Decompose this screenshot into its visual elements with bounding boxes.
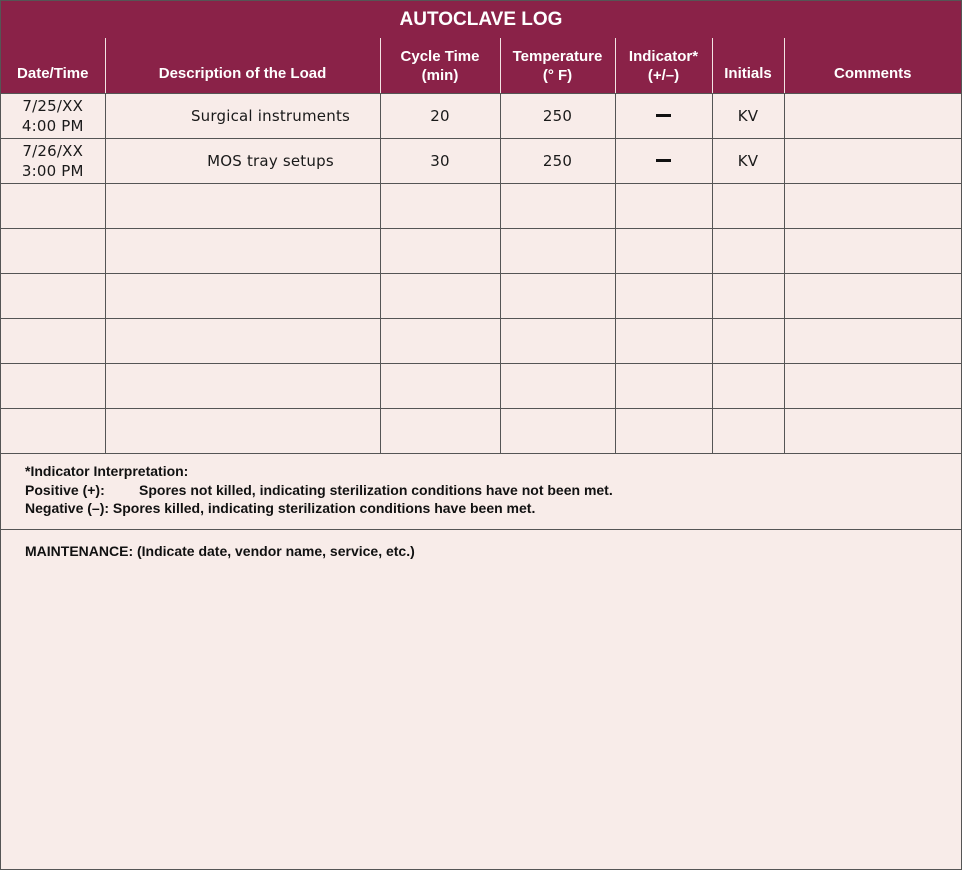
load-description: MOS tray setups <box>207 151 334 170</box>
empty-cell[interactable] <box>712 364 784 409</box>
temperature-cell[interactable] <box>500 94 615 139</box>
entry-date: 7/26/XX <box>22 142 84 160</box>
empty-table-row <box>1 319 961 364</box>
entry-time: 3:00 PM <box>21 162 84 180</box>
column-header-initials <box>712 38 784 94</box>
empty-cell[interactable] <box>500 364 615 409</box>
empty-cell[interactable] <box>105 274 380 319</box>
empty-cell[interactable] <box>1 364 105 409</box>
date-time-cell[interactable] <box>1 94 105 139</box>
positive-label: Positive (+): <box>25 481 105 498</box>
column-header-indicator-line1: Indicator* <box>628 47 699 65</box>
empty-cell[interactable] <box>1 229 105 274</box>
empty-cell[interactable] <box>105 409 380 454</box>
column-header-date-time <box>1 38 105 94</box>
column-header-initials-label: Initials <box>724 65 772 82</box>
temperature-value: 250 <box>542 151 573 170</box>
empty-table-row <box>1 274 961 319</box>
empty-cell[interactable] <box>380 229 500 274</box>
positive-text: Spores not killed, indicating sterilization conditions have not been met. <box>139 481 613 498</box>
column-header-indicator <box>615 38 712 94</box>
column-header-cycle-time-line1: Cycle Time <box>400 47 480 65</box>
empty-cell[interactable] <box>615 184 712 229</box>
column-header-comments-label: Comments <box>833 65 912 82</box>
comments-cell[interactable] <box>784 94 961 139</box>
empty-cell[interactable] <box>500 229 615 274</box>
negative-label: Negative (–): <box>25 500 110 516</box>
empty-cell[interactable] <box>712 274 784 319</box>
form-title: AUTOCLAVE LOG <box>1 1 961 39</box>
empty-cell[interactable] <box>1 319 105 364</box>
description-cell[interactable] <box>105 139 380 184</box>
load-description: Surgical instruments <box>190 106 351 125</box>
empty-cell[interactable] <box>500 409 615 454</box>
empty-cell[interactable] <box>500 184 615 229</box>
indicator-cell[interactable] <box>615 139 712 184</box>
comments-cell[interactable] <box>784 139 961 184</box>
entry-date: 7/25/XX <box>22 97 84 115</box>
column-header-cycle-time <box>380 38 500 94</box>
temperature-cell[interactable] <box>500 139 615 184</box>
cycle-time-value: 20 <box>430 106 450 125</box>
column-header-temperature-line2: (° F) <box>542 66 573 84</box>
column-header-description <box>105 38 380 94</box>
cycle-time-cell[interactable] <box>380 94 500 139</box>
entry-time: 4:00 PM <box>21 117 84 135</box>
empty-cell[interactable] <box>784 274 961 319</box>
cycle-time-cell[interactable] <box>380 139 500 184</box>
empty-cell[interactable] <box>712 229 784 274</box>
empty-cell[interactable] <box>615 409 712 454</box>
empty-cell[interactable] <box>380 184 500 229</box>
empty-cell[interactable] <box>380 364 500 409</box>
empty-table-row <box>1 409 961 454</box>
column-header-date-time-label: Date/Time <box>17 65 89 82</box>
indicator-cell[interactable] <box>615 94 712 139</box>
empty-cell[interactable] <box>1 184 105 229</box>
indicator-note-heading: *Indicator Interpretation: <box>25 463 189 479</box>
initials-value: KV <box>737 151 759 170</box>
empty-cell[interactable] <box>615 274 712 319</box>
empty-cell[interactable] <box>105 319 380 364</box>
table-row <box>1 94 961 139</box>
empty-cell[interactable] <box>784 409 961 454</box>
empty-cell[interactable] <box>712 184 784 229</box>
indicator-note-negative <box>25 499 961 518</box>
empty-cell[interactable] <box>105 229 380 274</box>
indicator-interpretation <box>1 448 961 530</box>
cycle-time-value: 30 <box>430 151 450 170</box>
empty-cell[interactable] <box>615 364 712 409</box>
empty-cell[interactable] <box>105 184 380 229</box>
log-table <box>1 38 961 454</box>
column-header-indicator-line2: (+/–) <box>647 66 680 84</box>
table-row <box>1 139 961 184</box>
empty-table-row <box>1 229 961 274</box>
empty-cell[interactable] <box>105 364 380 409</box>
empty-cell[interactable] <box>380 409 500 454</box>
negative-indicator-dash <box>656 114 671 117</box>
column-header-cycle-time-line2: (min) <box>421 66 459 84</box>
empty-table-row <box>1 184 961 229</box>
negative-text: Spores killed, indicating sterilization conditions have been met. <box>112 500 536 516</box>
empty-cell[interactable] <box>712 319 784 364</box>
empty-cell[interactable] <box>380 319 500 364</box>
maintenance-label: MAINTENANCE: (Indicate date, vendor name, service, etc.) <box>25 543 415 559</box>
date-time-cell[interactable] <box>1 139 105 184</box>
empty-cell[interactable] <box>500 274 615 319</box>
column-header-description-label: Description of the Load <box>158 65 327 82</box>
column-header-comments <box>784 38 961 94</box>
column-header-temperature <box>500 38 615 94</box>
empty-cell[interactable] <box>1 409 105 454</box>
indicator-note-positive <box>25 481 961 500</box>
empty-cell[interactable] <box>712 409 784 454</box>
initials-cell[interactable] <box>712 94 784 139</box>
empty-cell[interactable] <box>784 364 961 409</box>
column-header-temperature-line1: Temperature <box>512 47 603 65</box>
negative-indicator-dash <box>656 159 671 162</box>
empty-cell[interactable] <box>500 319 615 364</box>
description-cell[interactable] <box>105 94 380 139</box>
empty-cell[interactable] <box>784 319 961 364</box>
empty-cell[interactable] <box>1 274 105 319</box>
initials-cell[interactable] <box>712 139 784 184</box>
empty-cell[interactable] <box>784 229 961 274</box>
empty-cell[interactable] <box>784 184 961 229</box>
empty-cell[interactable] <box>615 319 712 364</box>
empty-cell[interactable] <box>615 229 712 274</box>
initials-value: KV <box>737 106 759 125</box>
empty-cell[interactable] <box>380 274 500 319</box>
empty-table-row <box>1 364 961 409</box>
temperature-value: 250 <box>542 106 573 125</box>
header-row <box>1 38 961 94</box>
